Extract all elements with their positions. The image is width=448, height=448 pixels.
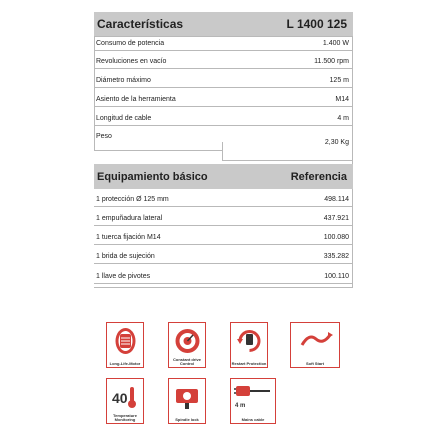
equipment-ref: 498.114 bbox=[324, 195, 349, 203]
icon-caption: Mains cable bbox=[241, 417, 265, 422]
spindle-lock-icon bbox=[168, 378, 206, 424]
spec-value: 125 m bbox=[329, 76, 349, 84]
spec-label: Longitud de cable bbox=[96, 114, 152, 122]
spec-value: 2,30 Kg bbox=[324, 139, 349, 146]
equipment-label: 1 llave de pivotes bbox=[96, 272, 151, 280]
equipment-ref: 100.080 bbox=[323, 233, 349, 241]
icon-caption: Temperature Monitoring bbox=[113, 413, 137, 422]
equipment-ref: 437.921 bbox=[323, 214, 349, 222]
specs-title: Características bbox=[97, 17, 184, 31]
spec-value: 4 m bbox=[337, 114, 349, 122]
equipment-label: 1 brida de sujeción bbox=[96, 252, 155, 260]
equipment-label: 1 tuerca fijación M14 bbox=[96, 233, 161, 241]
temperature-monitoring-icon bbox=[106, 378, 144, 424]
spec-label: Consumo de potencia bbox=[96, 40, 165, 47]
spec-label: Peso bbox=[96, 133, 112, 140]
cable-length-label: 4 m bbox=[235, 403, 246, 409]
spec-value: M14 bbox=[335, 95, 349, 103]
spec-label: Revoluciones en vacío bbox=[96, 57, 167, 65]
spec-value: 1.400 W bbox=[322, 40, 349, 47]
icon-caption: Constant drive Control bbox=[172, 357, 201, 366]
restart-protection-icon bbox=[230, 322, 268, 368]
equipment-ref: 335.282 bbox=[323, 252, 349, 260]
long-life-motor-icon bbox=[106, 322, 144, 368]
svg-text:40: 40 bbox=[111, 390, 128, 406]
equipment-label: 1 empuñadura lateral bbox=[96, 214, 163, 222]
spec-value: 11.500 rpm bbox=[314, 57, 349, 65]
equipment-ref: 100.110 bbox=[324, 272, 349, 280]
equipment-label: 1 protección Ø 125 mm bbox=[96, 195, 169, 203]
icon-caption: Spindle lock bbox=[175, 417, 199, 422]
specs-model: L 1400 125 bbox=[286, 17, 347, 31]
soft-start-icon bbox=[290, 322, 340, 368]
icon-caption: Restart Protection bbox=[231, 361, 267, 366]
icon-caption: Long-Life-Motor bbox=[109, 361, 141, 366]
spec-label: Asiento de la herramienta bbox=[96, 95, 176, 103]
constant-drive-control-icon bbox=[168, 322, 206, 368]
equipment-ref-header: Referencia bbox=[290, 170, 347, 183]
icon-caption: Soft Start bbox=[306, 361, 324, 366]
equipment-title: Equipamiento básico bbox=[97, 170, 208, 183]
spec-label: Diámetro máximo bbox=[96, 76, 151, 84]
mains-cable-icon bbox=[230, 378, 276, 424]
